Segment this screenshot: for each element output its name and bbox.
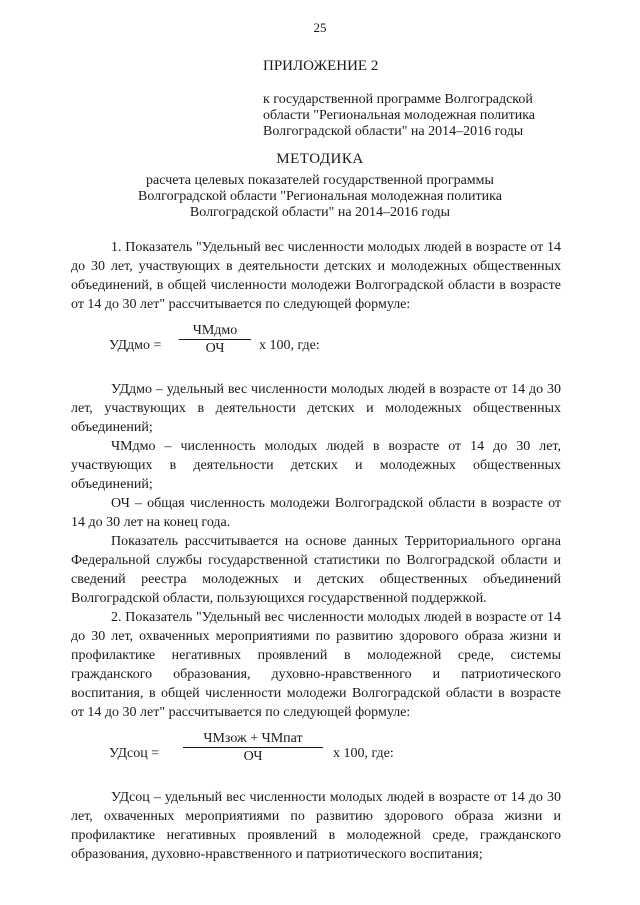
- formula-fraction: [179, 322, 251, 357]
- subtitle-line: расчета целевых показателей государственной программы: [146, 173, 494, 188]
- methodology-subtitle: [0, 173, 640, 221]
- formula-numerator: ЧМдмо: [179, 322, 251, 340]
- formula-lhs: УДдмо =: [109, 338, 162, 353]
- appendix-line: к государственной программе Волгоградской: [263, 92, 533, 107]
- definition: ЧМдмо – численность молодых людей в возрасте от 14 до 30 лет, участвующих в деятельности детских и молодежных общественных объединений;: [71, 439, 561, 492]
- formula-numerator: ЧМзож + ЧМпат: [183, 730, 323, 748]
- formula-rhs: x 100, где:: [259, 338, 320, 353]
- indicator-2-intro: 2. Показатель "Удельный вес численности молодых людей в возрасте от 14 до 30 лет, охваченных мероприятиями по развитию здорового образа жизни и профилактике негативных проявлений в молодежной среде, системы гражданского образования, духовно-нравственного и патриотического воспитания, в общей численности молодежи Волгоградской области в возрасте от 14 до 30 лет" рассчитывается по следующей формуле:: [71, 610, 561, 720]
- formula-lhs: УДсоц =: [109, 746, 160, 761]
- formula-udsoc: [71, 730, 561, 782]
- formula-fraction: [183, 730, 323, 765]
- methodology-title: МЕТОДИКА: [276, 151, 364, 167]
- formula-denominator: ОЧ: [243, 749, 263, 764]
- indicator-1-source: Показатель рассчитывается на основе данных Территориального органа Федеральной службы государственной статистики по Волгоградской области и сведений реестра молодежных и детских общественных объединений Волгоградской области, пользующихся государственной поддержкой.: [71, 534, 561, 606]
- formula-denominator: ОЧ: [205, 341, 225, 356]
- formula-udmo: [71, 322, 561, 374]
- formula-rhs: x 100, где:: [333, 746, 394, 761]
- subtitle-line: Волгоградской области "Региональная молодежная политика: [138, 189, 502, 204]
- subtitle-line: Волгоградской области" на 2014–2016 годы: [189, 205, 451, 220]
- definition: ОЧ – общая численность молодежи Волгоградской области в возрасте от 14 до 30 лет на конец года.: [71, 496, 561, 530]
- appendix-block: [263, 58, 563, 140]
- definition: УДсоц – удельный вес численности молодых людей в возрасте от 14 до 30 лет, охваченных мероприятиями по развитию здорового образа жизни и профилактике негативных проявлений в молодежной среде, гражданского образования, духовно-нравственного и патриотического воспитания;: [71, 790, 561, 862]
- appendix-line: Волгоградской области" на 2014–2016 годы: [263, 124, 524, 139]
- indicator-1-intro: 1. Показатель "Удельный вес численности молодых людей в возрасте от 14 до 30 лет, участвующих в деятельности детских и молодежных общественных объединений, в общей численности молодежи Волгоградской области в возрасте от 14 до 30 лет" рассчитывается по следующей формуле:: [71, 240, 561, 312]
- document-body: [71, 238, 561, 864]
- definition: УДдмо – удельный вес численности молодых людей в возрасте от 14 до 30 лет, участвующих в деятельности детских и молодежных общественных объединений;: [71, 382, 561, 435]
- appendix-line: области "Региональная молодежная политика: [263, 108, 536, 123]
- page-number: 25: [313, 20, 327, 35]
- appendix-title: ПРИЛОЖЕНИЕ 2: [263, 58, 379, 74]
